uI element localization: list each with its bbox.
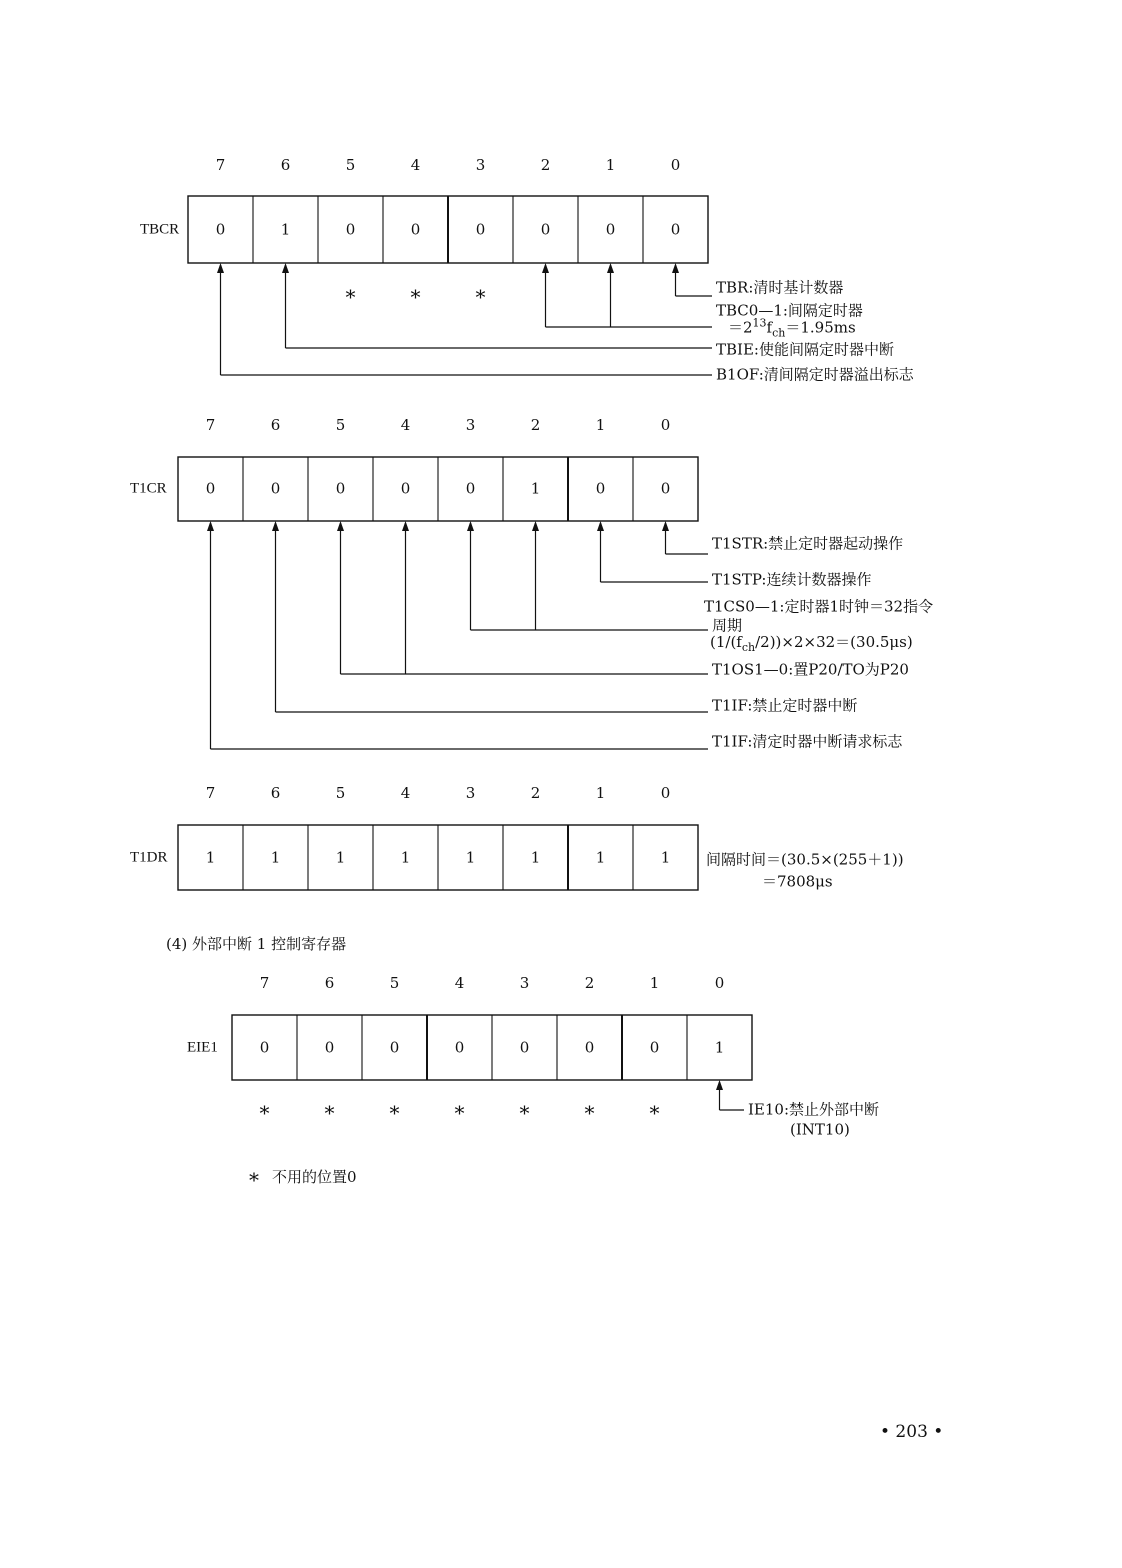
tbcr-unused-mark: * bbox=[410, 285, 421, 309]
t1cr-bit-value: 0 bbox=[270, 479, 281, 498]
t1cr-arrow-bit4-head bbox=[402, 521, 409, 531]
t1cr-annotation-t1cs01-formula: $(1/(f_{ch}/2))\times 2\times 32=(30.5\mu s)$ bbox=[710, 633, 913, 654]
tbcr-bit-value: 1 bbox=[280, 220, 291, 238]
t1cr-annotation-t1if-disable: T1IF:禁止定时器中断 bbox=[712, 696, 858, 715]
eie1-bit-number: 6 bbox=[324, 974, 335, 992]
tbcr-bit-value: 0 bbox=[345, 220, 356, 238]
eie1-unused-mark: * bbox=[584, 1101, 595, 1125]
t1dr-bit-value: 1 bbox=[465, 848, 476, 866]
t1cr-bit-value: 0 bbox=[205, 479, 216, 498]
tbcr-annotation-biof: B1OF:清间隔定时器溢出标志 bbox=[716, 365, 914, 384]
t1cr-bit-value: 1 bbox=[530, 479, 541, 498]
eie1-bit-number: 3 bbox=[519, 974, 530, 992]
eie1-bit-number: 1 bbox=[649, 974, 660, 992]
t1cr-bit-value: 0 bbox=[400, 479, 411, 498]
t1dr-bit-number: 3 bbox=[465, 784, 476, 802]
eie1-unused-mark: * bbox=[519, 1101, 530, 1125]
t1cr-annotation-t1if-clear: T1IF:清定时器中断请求标志 bbox=[712, 732, 903, 751]
eie1-register-label: EIE1 bbox=[187, 1039, 218, 1055]
t1dr-bit-value: 1 bbox=[270, 848, 281, 866]
t1cr-arrow-bit1-head bbox=[597, 521, 604, 531]
tbcr-bit-value: 0 bbox=[540, 220, 551, 238]
section-title: (4) 外部中断 1 控制寄存器 bbox=[166, 935, 347, 953]
t1cr-bit-value: 0 bbox=[465, 479, 476, 498]
t1cr-annotation-t1cs01-period: 周期 bbox=[712, 616, 743, 635]
t1cr-bit-number: 4 bbox=[400, 416, 411, 434]
t1dr-bit-number: 7 bbox=[205, 784, 216, 802]
tbcr-arrow-bit1-head bbox=[607, 263, 614, 273]
t1cr-arrow-bit0-head bbox=[662, 521, 669, 531]
tbcr-bit-number: 1 bbox=[605, 156, 616, 174]
eie1-arrow-bit0-head bbox=[716, 1080, 723, 1090]
t1cr-bit-value: 0 bbox=[660, 479, 671, 498]
t1dr-bit-number: 1 bbox=[595, 784, 606, 802]
t1cr-bit-number: 7 bbox=[205, 416, 216, 434]
tbcr-bit-value: 0 bbox=[215, 220, 226, 238]
eie1-unused-mark: * bbox=[259, 1101, 270, 1125]
eie1-unused-mark: * bbox=[324, 1101, 335, 1125]
eie1-bit-value: 0 bbox=[584, 1038, 595, 1056]
page-number: • 203 • bbox=[880, 1422, 944, 1442]
tbcr-bit-number: 3 bbox=[475, 156, 486, 174]
tbcr-bit-value: 0 bbox=[475, 220, 486, 238]
t1cr-bit-number: 6 bbox=[270, 416, 281, 434]
tbcr-bit-number: 0 bbox=[670, 156, 681, 174]
tbcr-bit-value: 0 bbox=[670, 220, 681, 238]
t1dr-bit-value: 1 bbox=[335, 848, 346, 866]
tbcr-bit-value: 0 bbox=[605, 220, 616, 238]
eie1-bit-value: 0 bbox=[519, 1038, 530, 1056]
t1cr-bit-number: 1 bbox=[595, 416, 606, 434]
t1cr-annotation-t1cs01: T1CS0—1:定时器1时钟＝32指令 bbox=[704, 597, 934, 616]
tbcr-register-label: TBCR bbox=[140, 221, 180, 237]
tbcr-bit-number: 4 bbox=[410, 156, 421, 174]
t1dr-bit-value: 1 bbox=[595, 848, 606, 866]
tbcr-bit-number: 2 bbox=[540, 156, 551, 174]
tbcr-arrow-bit7-head bbox=[217, 263, 224, 273]
t1dr-register-label: T1DR bbox=[130, 849, 168, 865]
tbcr-annotation-tbie: TBIE:使能间隔定时器中断 bbox=[716, 340, 894, 359]
eie1-annotation-int10: (INT10) bbox=[790, 1120, 850, 1139]
t1cr-arrow-bit2-head bbox=[532, 521, 539, 531]
eie1-bit-value: 0 bbox=[324, 1038, 335, 1056]
eie1-bit-number: 7 bbox=[259, 974, 270, 992]
tbcr-bit-number: 6 bbox=[280, 156, 291, 174]
tbcr-annotation-tbr: TBR:清时基计数器 bbox=[716, 278, 844, 297]
t1dr-bit-number: 4 bbox=[400, 784, 411, 802]
t1dr-bit-number: 6 bbox=[270, 784, 281, 802]
t1dr-bit-value: 1 bbox=[660, 848, 671, 866]
eie1-unused-mark: * bbox=[454, 1101, 465, 1125]
t1cr-bit-number: 0 bbox=[660, 416, 671, 434]
t1cr-annotation-t1str: T1STR:禁止定时器起动操作 bbox=[712, 534, 904, 553]
tbcr-bit-value: 0 bbox=[410, 220, 421, 238]
tbcr-annotation-tbc01: TBC0—1:间隔定时器 bbox=[716, 301, 863, 320]
tbcr-unused-mark: * bbox=[345, 285, 356, 309]
eie1-unused-mark: * bbox=[649, 1101, 660, 1125]
t1cr-annotation-t1os10: T1OS1—0:置P20/TO为P20 bbox=[712, 660, 909, 679]
t1dr-bit-value: 1 bbox=[400, 848, 411, 866]
tbcr-arrow-bit0-head bbox=[672, 263, 679, 273]
tbcr-arrow-bit2-head bbox=[542, 263, 549, 273]
eie1-bit-number: 0 bbox=[714, 974, 725, 992]
t1cr-annotation-t1stp: T1STP:连续计数器操作 bbox=[712, 570, 872, 589]
t1cr-bit-value: 0 bbox=[595, 479, 606, 498]
t1dr-bit-value: 1 bbox=[205, 848, 216, 866]
t1dr-bit-number: 0 bbox=[660, 784, 671, 802]
eie1-unused-mark: * bbox=[389, 1101, 400, 1125]
eie1-bit-value: 0 bbox=[649, 1038, 660, 1056]
t1dr-bit-number: 5 bbox=[335, 784, 346, 802]
t1dr-bit-value: 1 bbox=[530, 848, 541, 866]
eie1-bit-value: 1 bbox=[714, 1038, 725, 1056]
t1cr-bit-number: 2 bbox=[530, 416, 541, 434]
t1cr-arrow-bit3-head bbox=[467, 521, 474, 531]
tbcr-bit-number: 5 bbox=[345, 156, 356, 174]
tbcr-bit-number: 7 bbox=[215, 156, 226, 174]
t1dr-annotation-interval: 间隔时间＝(30.5×(255＋1)) bbox=[706, 850, 904, 869]
eie1-bit-value: 0 bbox=[259, 1038, 270, 1056]
t1dr-annotation-interval-result: ＝7808μs bbox=[762, 872, 833, 891]
eie1-bit-value: 0 bbox=[389, 1038, 400, 1056]
eie1-bit-number: 4 bbox=[454, 974, 465, 992]
legend-text: 不用的位置0 bbox=[272, 1168, 357, 1186]
t1cr-bit-value: 0 bbox=[335, 479, 346, 498]
eie1-bit-value: 0 bbox=[454, 1038, 465, 1056]
t1dr-bit-number: 2 bbox=[530, 784, 541, 802]
t1cr-register-label: T1CR bbox=[130, 480, 167, 497]
t1cr-bit-number: 3 bbox=[465, 416, 476, 434]
t1cr-arrow-bit7-head bbox=[207, 521, 214, 531]
t1cr-bit-number: 5 bbox=[335, 416, 346, 434]
tbcr-annotation-tbc01-formula: $=2^{13}f_{ch}=1.95ms$ bbox=[728, 316, 856, 340]
eie1-annotation-ie10: IE10:禁止外部中断 bbox=[748, 1100, 880, 1119]
eie1-bit-number: 2 bbox=[584, 974, 595, 992]
t1cr-arrow-bit6-head bbox=[272, 521, 279, 531]
legend-unused-mark: * bbox=[249, 1168, 259, 1192]
tbcr-arrow-bit6-head bbox=[282, 263, 289, 273]
tbcr-unused-mark: * bbox=[475, 285, 486, 309]
t1cr-arrow-bit5-head bbox=[337, 521, 344, 531]
eie1-bit-number: 5 bbox=[389, 974, 400, 992]
